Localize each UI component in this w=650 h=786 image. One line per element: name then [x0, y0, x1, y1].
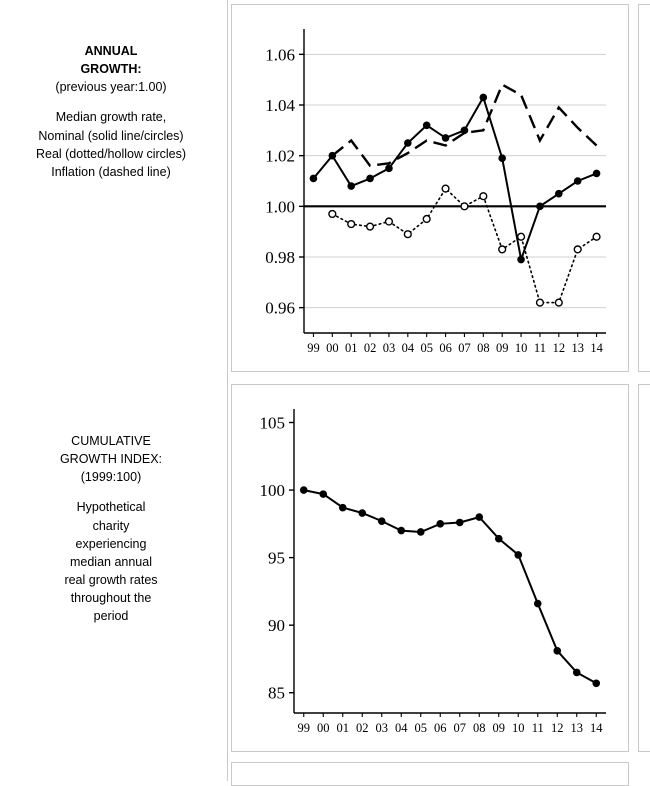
caption-annual-spacer [6, 96, 216, 108]
caption-cumulative-body-line4: median annual [69, 554, 152, 569]
svg-text:0.98: 0.98 [265, 248, 295, 267]
caption-annual-body-line3: Real (dotted/hollow circles) [35, 146, 187, 161]
svg-text:13: 13 [570, 721, 583, 735]
svg-text:12: 12 [551, 721, 564, 735]
svg-text:05: 05 [414, 721, 427, 735]
svg-text:04: 04 [401, 341, 415, 355]
svg-text:0.96: 0.96 [265, 298, 295, 318]
svg-text:1.04: 1.04 [265, 96, 295, 115]
caption-annual-growth [6, 42, 216, 181]
plot-area-annual-growth [232, 5, 628, 371]
svg-text:03: 03 [375, 721, 388, 735]
caption-annual-body-line1: Median growth rate, [55, 110, 167, 125]
svg-text:02: 02 [363, 341, 377, 355]
svg-text:09: 09 [495, 341, 509, 355]
svg-text:02: 02 [356, 721, 369, 735]
chart-panel-cumulative-index [231, 384, 629, 752]
svg-text:06: 06 [439, 341, 452, 355]
svg-text:03: 03 [382, 341, 396, 355]
svg-text:10: 10 [512, 721, 525, 735]
svg-text:08: 08 [477, 341, 490, 355]
svg-text:14: 14 [590, 721, 603, 735]
svg-text:85: 85 [268, 683, 285, 703]
cumulative-index-chart-svg [232, 385, 628, 751]
caption-cumulative-body-line2: charity [92, 518, 130, 533]
svg-text:99: 99 [297, 721, 310, 735]
svg-text:07: 07 [453, 721, 466, 735]
caption-column [0, 0, 228, 781]
svg-text:13: 13 [571, 341, 584, 355]
caption-cumulative-title-line1: CUMULATIVE [71, 434, 151, 448]
svg-text:01: 01 [344, 341, 358, 355]
svg-text:07: 07 [458, 341, 471, 355]
svg-text:100: 100 [259, 481, 285, 501]
plot-area-cumulative-index [232, 385, 628, 751]
caption-annual-title-line1: ANNUAL [84, 44, 138, 58]
caption-cumulative-subtitle: (1999:100) [80, 470, 142, 485]
caption-cumulative-title-line2: GROWTH INDEX: [59, 452, 163, 467]
svg-text:95: 95 [268, 548, 285, 568]
svg-text:09: 09 [492, 721, 505, 735]
caption-annual-body-line2: Nominal (solid line/circles) [38, 128, 184, 143]
caption-annual-body-line4: Inflation (dashed line) [51, 164, 171, 179]
svg-text:1.06: 1.06 [265, 45, 295, 65]
svg-text:99: 99 [307, 341, 320, 355]
svg-text:1.00: 1.00 [265, 197, 295, 217]
caption-annual-subtitle: (previous year:1.00) [55, 80, 167, 95]
svg-text:105: 105 [259, 413, 285, 433]
svg-text:14: 14 [590, 341, 603, 355]
caption-cumulative-body-line5: real growth rates [64, 572, 158, 587]
svg-text:00: 00 [326, 341, 339, 355]
svg-text:12: 12 [552, 341, 566, 355]
caption-cumulative-body-line1: Hypothetical [76, 500, 146, 515]
chart-panel-annual-growth [231, 4, 629, 372]
svg-text:11: 11 [533, 341, 546, 355]
svg-text:90: 90 [268, 616, 285, 636]
svg-text:04: 04 [395, 721, 408, 735]
svg-text:10: 10 [514, 341, 528, 355]
svg-text:00: 00 [317, 721, 330, 735]
panel-edge-bottom [231, 762, 629, 786]
svg-text:06: 06 [434, 721, 447, 735]
caption-cumulative-spacer [6, 486, 216, 498]
caption-cumulative-growth [6, 432, 216, 625]
svg-text:11: 11 [531, 721, 544, 735]
svg-text:01: 01 [336, 721, 349, 735]
panel-edge-right-bottom [638, 384, 650, 752]
svg-text:1.02: 1.02 [265, 146, 295, 166]
svg-text:05: 05 [420, 341, 433, 355]
caption-cumulative-body-line7: period [93, 609, 129, 624]
caption-cumulative-body-line6: throughout the [70, 591, 152, 605]
panel-edge-right-top [638, 4, 650, 372]
caption-annual-title-line2: GROWTH: [80, 62, 142, 77]
annual-growth-chart-svg [232, 5, 628, 371]
svg-text:08: 08 [473, 721, 486, 735]
caption-cumulative-body-line3: experiencing [75, 536, 147, 551]
